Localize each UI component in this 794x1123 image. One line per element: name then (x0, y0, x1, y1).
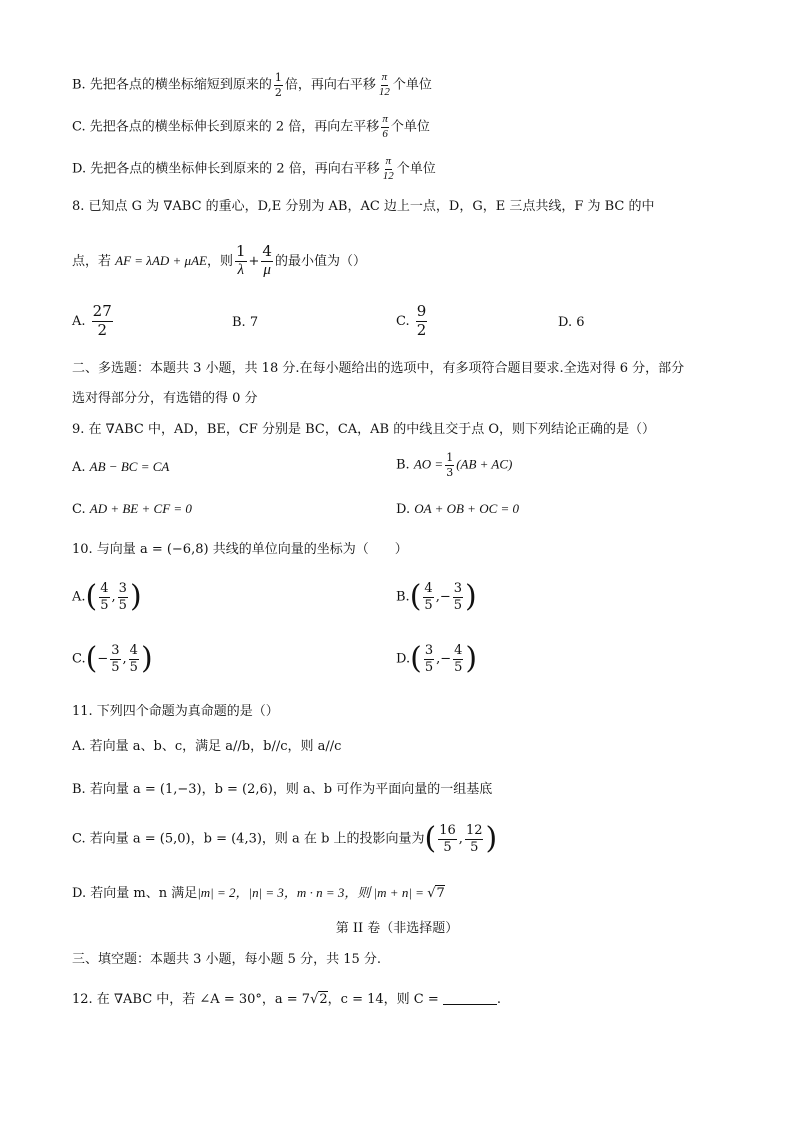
fraction-4-over-mu: $\frac{4}{\mu}$ (262, 242, 272, 278)
q11-option-c: C. 若向量 a = (5,0)，b = (4,3)，则 a 在 b 上的投影向量为( $\frac{16}{5}$ , $\frac{12}{5}$ ) (72, 821, 498, 857)
q7-option-c: C. 先把各点的横坐标伸长到原来的 2 倍，再向左平移 $\frac{\pi}{6}$ 个单位 (72, 113, 430, 140)
option-text: 先把各点的横坐标缩短到原来的 (89, 77, 272, 93)
q11-option-d: D. 若向量 m、n 满足|m| = 2，|n| = 3，m · n = 3，则 |m + n| = √7 (72, 885, 445, 901)
fraction: $\frac{3}{5}$ (424, 643, 434, 675)
fraction: $\frac{4}{5}$ (454, 643, 463, 675)
sqrt-radicand: 7 (436, 886, 445, 901)
q9-option-b: B. AO = $\frac{1}{3}$ (AB + AC) (396, 451, 513, 479)
q11-option-a: A. 若向量 a、b、c，满足 a//b，b//c，则 a//c (72, 739, 342, 754)
q11-stem: 11. 下列四个命题为真命题的是（） (72, 704, 279, 719)
fraction: $\frac{4}{5}$ (424, 581, 433, 613)
section3-heading: 三、填空题：本题共 3 小题，每小题 5 分，共 15 分. (72, 952, 382, 967)
option-label: B. (72, 77, 86, 93)
fraction: $\frac{4}{5}$ (100, 581, 109, 613)
q9-option-d: D. OA + OB + OC = 0 (396, 501, 520, 517)
q7-option-d: D. 先把各点的横坐标伸长到原来的 2 倍，再向右平移 $\frac{\pi}{12}$ 个单位 (72, 155, 436, 182)
option-label: C. (72, 119, 86, 135)
fraction-half: $\frac{1}{2}$ (274, 71, 282, 99)
q9-option-c: C. AD + BE + CF = 0 (72, 501, 192, 517)
fraction: $\frac{3}{5}$ (453, 581, 462, 613)
q10-stem: 10. 与向量 a = (−6,8) 共线的单位向量的坐标为（ ） (72, 542, 408, 557)
fraction: $\frac{3}{5}$ (111, 643, 120, 675)
q8-option-a: A. $\frac{27}{2}$ (72, 302, 112, 339)
option-text: 先把各点的横坐标伸长到原来的 2 倍，再向右平移 (90, 161, 380, 177)
section2-heading-line2: 选对得部分分，有选错的得 0 分 (72, 391, 258, 406)
option-fraction: $\frac{27}{2}$ (92, 302, 112, 339)
part2-title: 第 II 卷（非选择题） (335, 921, 459, 936)
q9-option-a: A. AB − BC = CA (72, 459, 170, 475)
q8-option-c: C. $\frac{9}{2}$ (396, 302, 427, 339)
vector-equation: AF = λAD + μAE (115, 252, 207, 268)
q8-option-d: D. 6 (558, 315, 585, 330)
shift-fraction: $\frac{\pi}{6}$ (382, 113, 388, 140)
fraction: $\frac{16}{5}$ (439, 823, 456, 855)
fraction-one-third: $\frac{1}{3}$ (446, 451, 454, 479)
q9-stem: 9. 在 ∇ABC 中，AD，BE，CF 分别是 BC，CA，AB 的中线且交于点 O，则下列结论正确的是（） (72, 422, 656, 437)
section2-heading-line1: 二、多选题：本题共 3 小题，共 18 分.在每小题给出的选项中，有多项符合题目要求.全选对得 6 分，部分 (72, 361, 685, 376)
q10-option-c: C.(− $\frac{3}{5}$ , $\frac{4}{5}$ ) (72, 641, 153, 677)
fraction: $\frac{3}{5}$ (118, 581, 127, 613)
fraction-1-over-lambda: $\frac{1}{\lambda}$ (235, 242, 246, 278)
q7-option-b: B. 先把各点的横坐标缩短到原来的 $\frac{1}{2}$ 倍，再向右平移 $\frac{\pi}{12}$ 个单位 (72, 71, 432, 99)
q10-option-d: D.( $\frac{3}{5}$ ,− $\frac{4}{5}$ ) (396, 641, 478, 677)
q10-option-b: B.( $\frac{4}{5}$ ,− $\frac{3}{5}$ ) (396, 579, 477, 615)
shift-fraction: $\frac{\pi}{12}$ (378, 71, 390, 98)
answer-blank[interactable] (443, 992, 497, 1005)
option-text: 先把各点的横坐标伸长到原来的 2 倍，再向左平移 (89, 119, 380, 135)
q8-option-b: B. 7 (232, 315, 259, 330)
fraction: $\frac{4}{5}$ (129, 643, 138, 675)
sqrt-radicand: 2 (319, 992, 328, 1007)
option-fraction: $\frac{9}{2}$ (416, 302, 427, 339)
q8-stem-line2: 点，若 AF = λAD + μAE，则 $\frac{1}{\lambda}$ + $\frac{4}{\mu}$ 的最小值为（） (72, 242, 366, 278)
shift-fraction: $\frac{\pi}{12}$ (382, 155, 394, 182)
q8-stem-line1: 8. 已知点 G 为 ∇ABC 的重心，D,E 分别为 AB，AC 边上一点，D，G，E 三点共线，F 为 BC 的中 (72, 199, 655, 214)
q10-option-a: A.( $\frac{4}{5}$ , $\frac{3}{5}$ ) (72, 579, 142, 615)
q11-option-b: B. 若向量 a = (1,−3)，b = (2,6)，则 a、b 可作为平面向量的一组基底 (72, 782, 493, 797)
fraction: $\frac{12}{5}$ (465, 823, 483, 855)
q12-stem: 12. 在 ∇ABC 中，若 ∠A = 30°，a = 7√2，c = 14，则 C = . (72, 992, 502, 1007)
option-label: D. (72, 161, 87, 177)
